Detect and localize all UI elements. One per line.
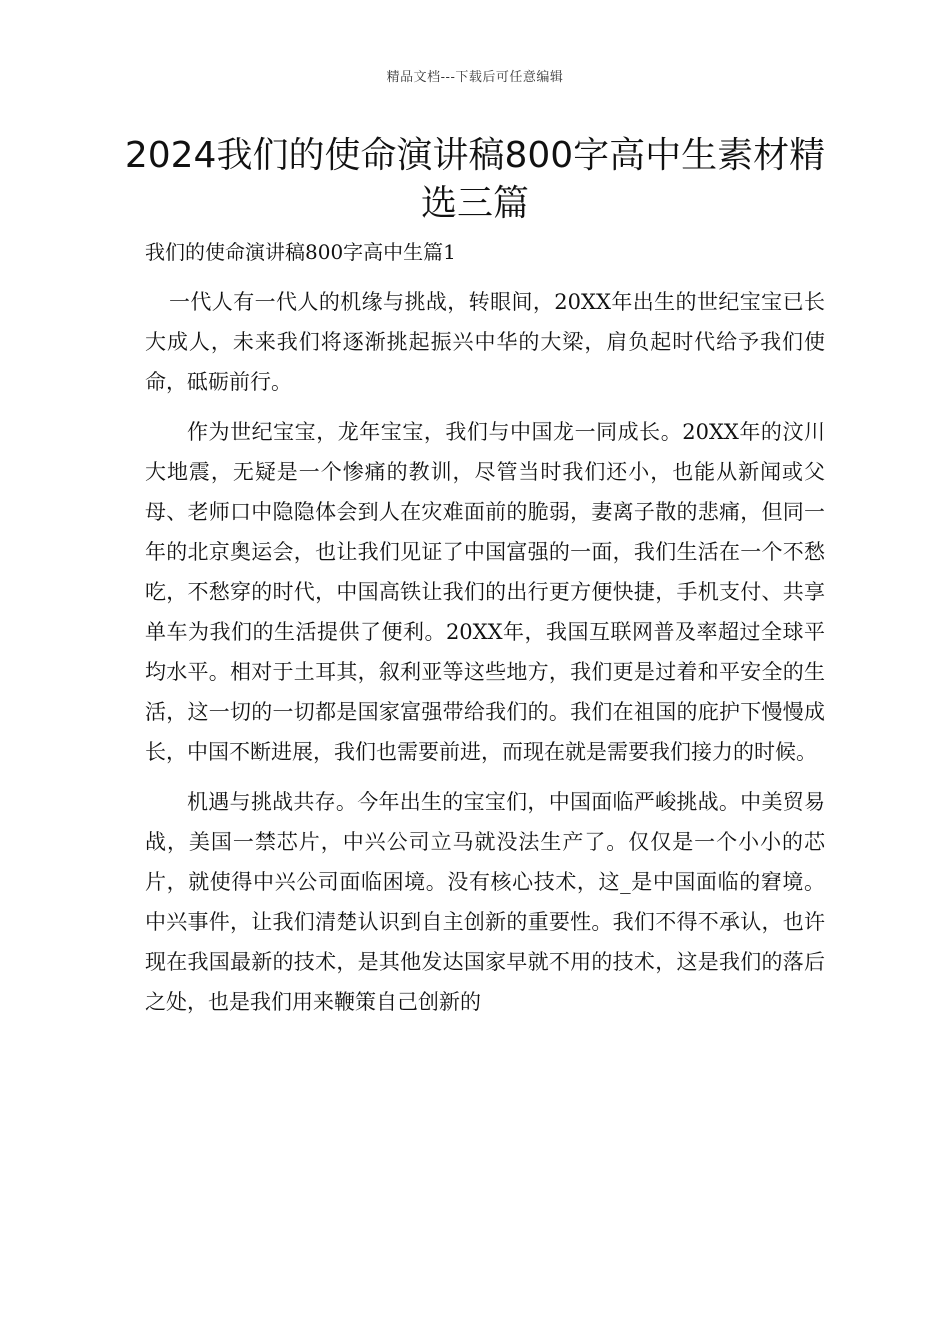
paragraph-2: 作为世纪宝宝，龙年宝宝，我们与中国龙一同成长。20XX年的汶川大地震，无疑是一个惨痛的教训，尽管当时我们还小，也能从新闻或父母、老师口中隐隐体会到人在灾难面前的脆弱，妻离子散的悲痛，但同一年的北京奥运会，也让我们见证了中国富强的一面，我们生活在一个不愁吃，不愁穿的时代，中国高铁让我们的出行更方便快捷，手机支付、共享单车为我们的生活提供了便利。20XX年，我国互联网普及率超过全球平均水平。相对于土耳其，叙利亚等这些地方，我们更是过着和平安全的生活，这一切的一切都是国家富强带给我们的。我们在祖国的庇护下慢慢成长，中国不断进展，我们也需要前进，而现在就是需要我们接力的时候。 [145,420,825,764]
header-note: 精品文档---下载后可任意编辑 [386,70,564,85]
section-subtitle: 我们的使命演讲稿800字高中生篇1 [145,240,456,264]
paragraph-1: 一代人有一代人的机缘与挑战，转眼间，20XX年出生的世纪宝宝已长大成人，未来我们将逐渐挑起振兴中华的大梁，肩负起时代给予我们使命，砥砺前行。 [145,290,825,394]
paragraph-3: 机遇与挑战共存。今年出生的宝宝们，中国面临严峻挑战。中美贸易战，美国一禁芯片，中兴公司立马就没法生产了。仅仅是一个小小的芯片，就使得中兴公司面临困境。没有核心技术，这_是中国面临的窘境。中兴事件，让我们清楚认识到自主创新的重要性。我们不得不承认，也许现在我国最新的技术，是其他发达国家早就不用的技术，这是我们的落后之处，也是我们用来鞭策自己创新的 [145,790,825,1014]
body-text [145,282,825,1032]
document-title: 2024我们的使命演讲稿800字高中生素材精选三篇 [124,135,826,224]
